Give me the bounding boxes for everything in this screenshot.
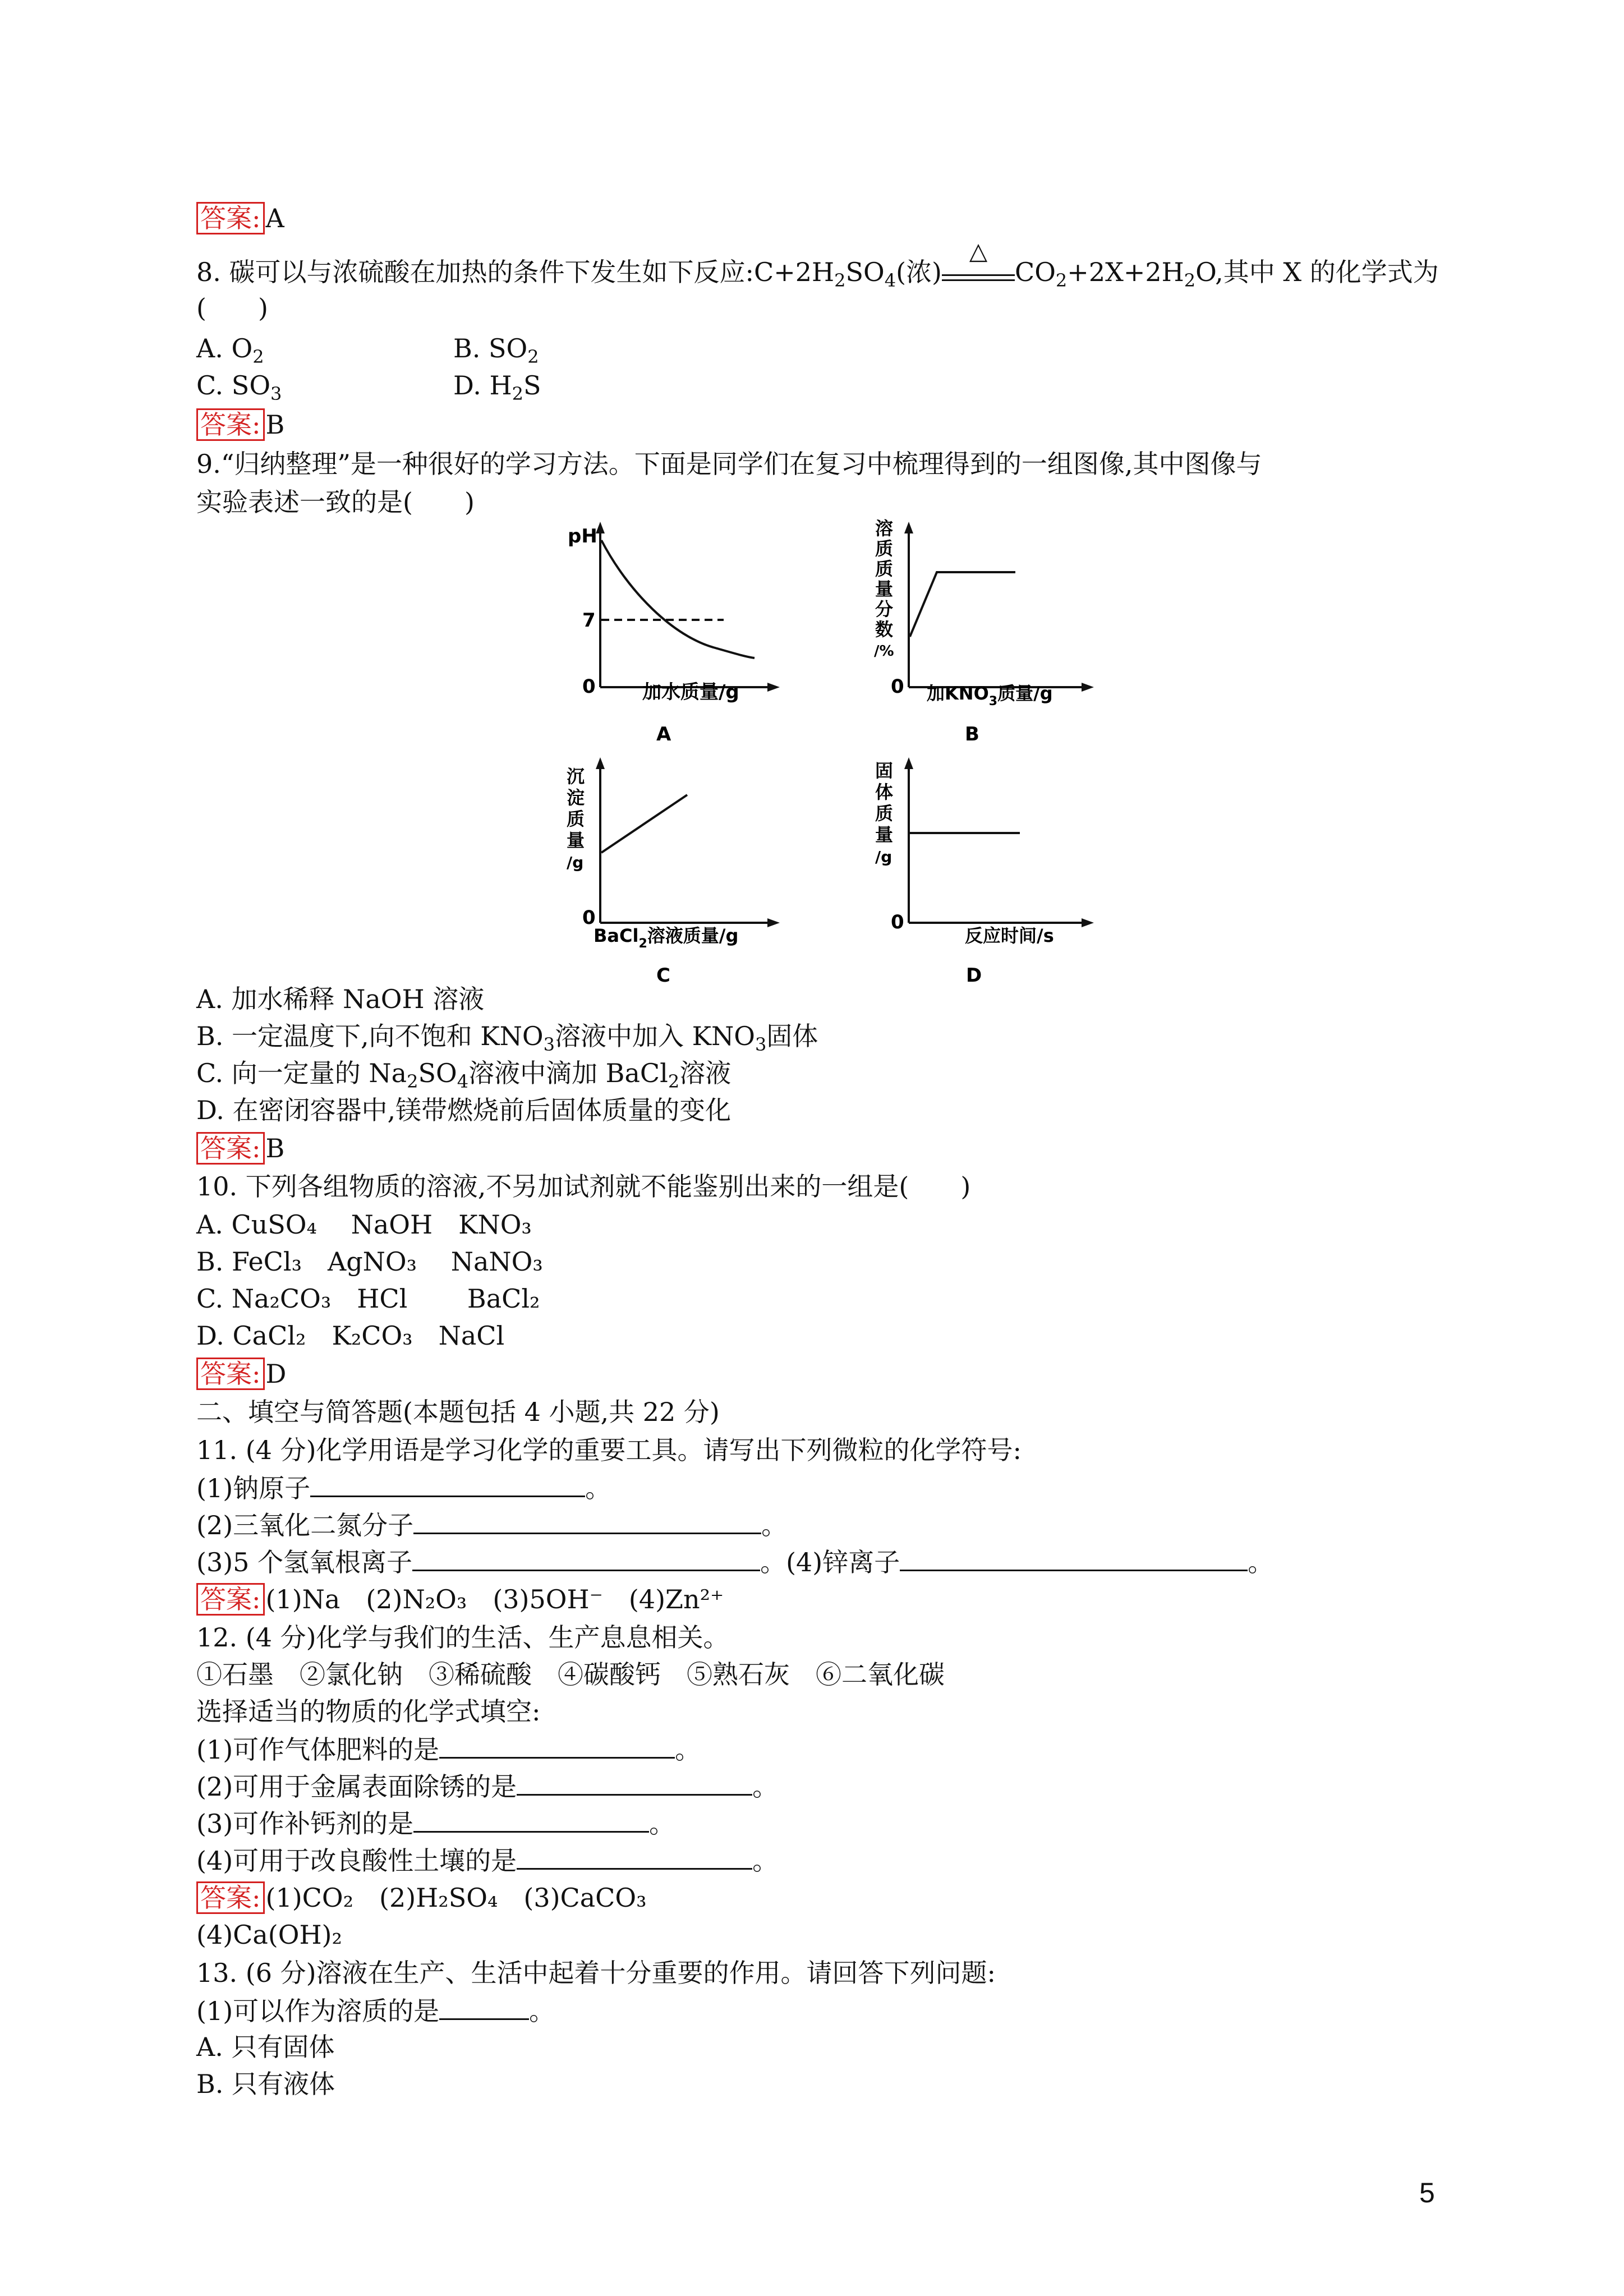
answer-blank[interactable] — [517, 1769, 752, 1796]
figd-caption: D — [966, 964, 982, 987]
q8-answer — [196, 408, 284, 441]
q13-stem: 13. (6 分)溶液在生产、生活中起着十分重要的作用。请回答下列问题: — [196, 1958, 996, 1988]
q10-option-c: C. Na₂CO₃ HCl BaCl₂ — [196, 1283, 540, 1314]
answer-label: 答案: — [196, 1881, 265, 1914]
page-number: 5 — [1419, 2177, 1435, 2208]
q12-instruction: 选择适当的物质的化学式填空: — [196, 1696, 541, 1727]
q12-stem: 12. (4 分)化学与我们的生活、生产息息相关。 — [196, 1622, 729, 1653]
answer-label: 答案: — [196, 1358, 265, 1390]
q11-stem: 11. (4 分)化学用语是学习化学的重要工具。请写出下列微粒的化学符号: — [196, 1435, 1022, 1465]
figb-xlabel: 加$KNO_3$质量/g — [927, 683, 1053, 708]
q8-option-d: D. $H_2S$ — [453, 370, 541, 405]
q11-part1: (1)钠原子 。 — [196, 1471, 611, 1504]
q8-stem-e: +2X+2H — [1067, 257, 1184, 287]
figa-caption: A — [656, 723, 671, 743]
answer-blank[interactable] — [439, 1994, 529, 2020]
q12-part2: (2)可用于金属表面除锈的是 。 — [196, 1769, 778, 1803]
q11-part3-4: (3)5 个氢氧根离子 。(4)锌离子 。 — [196, 1545, 1273, 1579]
q8-stem-f: O,其中 X 的化学式为 — [1195, 257, 1439, 287]
figd-ylabel: 固 体 质 量 /g — [875, 760, 894, 866]
answer-label: 答案: — [196, 202, 265, 234]
answer-label: 答案: — [196, 1583, 265, 1616]
answer-value: A — [265, 203, 284, 233]
answer-label: 答案: — [196, 408, 265, 441]
q13-part1: (1)可以作为溶质的是 。 — [196, 1994, 555, 2027]
q8-option-a: A. $O_2$ — [196, 333, 264, 368]
q8-reaction-arrow — [942, 237, 1015, 281]
figc-ylabel: 沉 淀 质 量 /g — [567, 766, 585, 872]
figure-a — [555, 519, 791, 743]
q12-part4: (4)可用于改良酸性土壤的是 。 — [196, 1843, 778, 1877]
answer-value: B — [265, 409, 285, 440]
answer-blank[interactable] — [439, 1732, 675, 1759]
answer-blank[interactable] — [517, 1843, 752, 1870]
answer-blank[interactable] — [413, 1806, 649, 1833]
q12-answer — [196, 1881, 647, 1914]
figa-ylabel: pH — [568, 525, 597, 547]
figc-caption: C — [656, 964, 670, 987]
figure-d — [864, 754, 1111, 990]
answer-blank[interactable] — [310, 1471, 585, 1497]
figb-origin: 0 — [891, 675, 904, 698]
q8-heat-condition: △ — [969, 237, 988, 265]
q9-option-a: A. 加水稀释 NaOH 溶液 — [196, 984, 485, 1014]
q8-paren: ( ) — [196, 293, 268, 323]
figd-xlabel: 反应时间/s — [965, 925, 1054, 946]
q8-option-c: C. $SO_3$ — [196, 370, 282, 405]
q13-option-a: A. 只有固体 — [196, 2032, 335, 2062]
q9-answer — [196, 1132, 284, 1165]
q8-stem-d: CO — [1015, 257, 1056, 287]
q12-answer-line2: (4)Ca(OH)₂ — [196, 1920, 342, 1950]
figb-caption: B — [965, 723, 979, 743]
q9-stem-line2: 实验表述一致的是( ) — [196, 487, 475, 517]
q8-stem-b: SO — [845, 257, 885, 287]
answer-value: (1)Na (2)N₂O₃ (3)5OH⁻ (4)Zn²⁺ — [265, 1584, 724, 1614]
q8-option-b: B. $SO_2$ — [453, 333, 539, 368]
q13-option-b: B. 只有液体 — [196, 2069, 335, 2099]
figa-xlabel: 加水质量/g — [642, 681, 739, 703]
answer-blank[interactable] — [413, 1508, 761, 1534]
figure-c — [555, 754, 791, 990]
q12-items: ①石墨 ②氯化钠 ③稀硫酸 ④碳酸钙 ⑤熟石灰 ⑥二氧化碳 — [196, 1659, 945, 1690]
q8-stem: 8. 碳可以与浓硫酸在加热的条件下发生如下反应$:C+2H_2SO_4$(浓) △ $CO_2+2X+2H_2O$,其中 X 的化学式为 — [196, 256, 1439, 297]
q12-part3: (3)可作补钙剂的是 。 — [196, 1806, 675, 1840]
q9-option-d: D. 在密闭容器中,镁带燃烧前后固体质量的变化 — [196, 1095, 732, 1125]
answer-blank[interactable] — [900, 1545, 1248, 1571]
figa-origin: 0 — [582, 675, 596, 698]
figa-ytick: 7 — [582, 609, 596, 632]
q12-part1: (1)可作气体肥料的是 。 — [196, 1732, 701, 1766]
answer-value: B — [265, 1133, 285, 1163]
figd-origin: 0 — [891, 911, 904, 933]
q7-answer — [196, 202, 284, 234]
q9-option-c: C. 向一定量的 $Na_2SO_4$溶液中滴加 BaCl$_2$溶液 — [196, 1058, 732, 1093]
q10-option-d: D. CaCl₂ K₂CO₃ NaCl — [196, 1320, 505, 1351]
q8-stem-c: (浓) — [896, 257, 942, 287]
q10-stem: 10. 下列各组物质的溶液,不另加试剂就不能鉴别出来的一组是( ) — [196, 1171, 971, 1202]
figc-origin: 0 — [582, 907, 596, 929]
q10-option-a: A. CuSO₄ NaOH KNO₃ — [196, 1209, 532, 1240]
figb-ylabel: 溶 质 质 量 分 数 /% — [874, 519, 894, 660]
section-2-heading: 二、填空与简答题(本题包括 4 小题,共 22 分) — [196, 1397, 720, 1427]
answer-value: (1)CO₂ (2)H₂SO₄ (3)CaCO₃ — [265, 1883, 647, 1913]
q11-part2: (2)三氧化二氮分子 。 — [196, 1508, 787, 1542]
figc-xlabel: BaCl$_2$溶液质量/g — [594, 925, 739, 951]
answer-label: 答案: — [196, 1132, 265, 1165]
q8-stem-a: 8. 碳可以与浓硫酸在加热的条件下发生如下反应:C+2H — [196, 257, 835, 287]
answer-blank[interactable] — [412, 1545, 760, 1571]
figure-b — [864, 519, 1111, 743]
answer-value: D — [265, 1359, 287, 1389]
q9-stem-line1: 9.“归纳整理”是一种很好的学习方法。下面是同学们在复习中梳理得到的一组图像,其中图像与 — [196, 449, 1262, 479]
q9-option-b: B. 一定温度下,向不饱和 $KNO_3$溶液中加入 $KNO_3$固体 — [196, 1021, 818, 1056]
q11-answer — [196, 1583, 724, 1616]
q10-option-b: B. FeCl₃ AgNO₃ NaNO₃ — [196, 1246, 543, 1277]
q10-answer — [196, 1358, 286, 1390]
